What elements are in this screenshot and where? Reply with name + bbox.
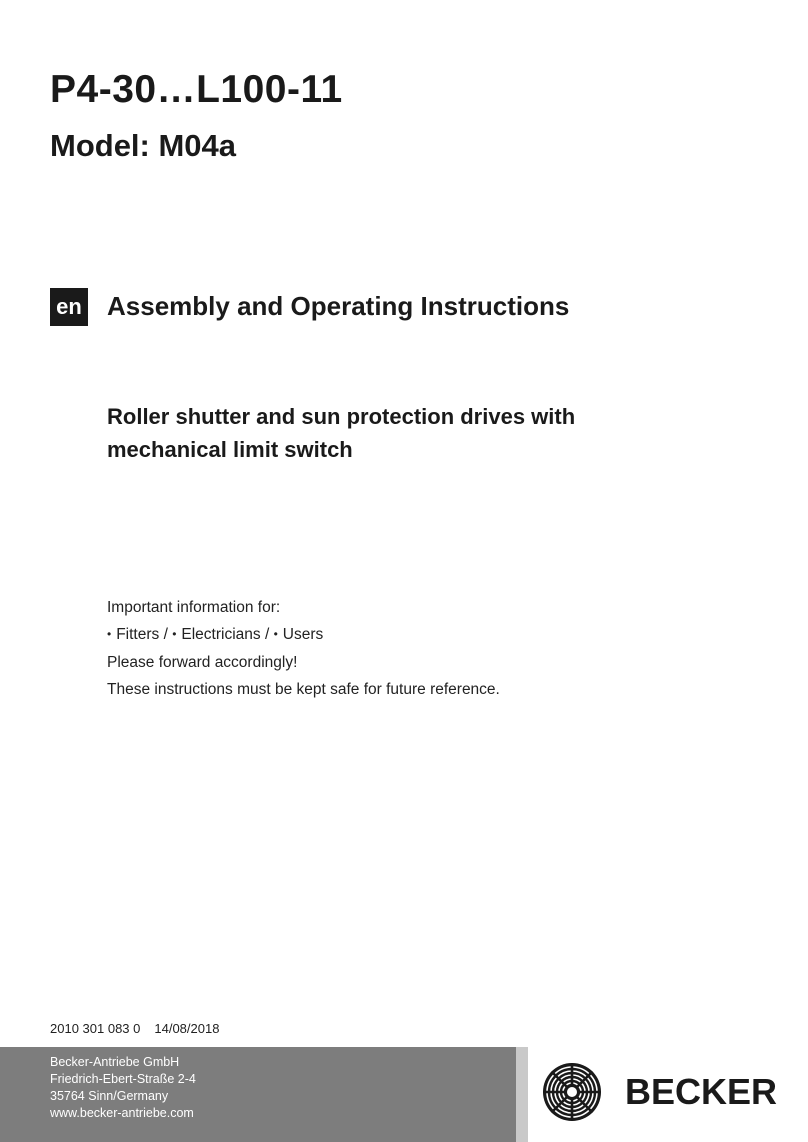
info-keep-safe: These instructions must be kept safe for future reference.: [107, 681, 500, 698]
company-address: [50, 1054, 196, 1122]
document-number-line: [50, 1021, 219, 1036]
audience-users: Users: [282, 626, 324, 643]
language-badge: en: [50, 288, 88, 326]
subtitle-line-1: Roller shutter and sun protection drives with: [107, 404, 576, 429]
company-city: 35764 Sinn/Germany: [50, 1089, 169, 1103]
company-website[interactable]: www.becker-antriebe.com: [50, 1106, 194, 1120]
info-forward: Please forward accordingly!: [107, 654, 298, 671]
document-subtitle: [107, 400, 707, 466]
subtitle-line-2: mechanical limit switch: [107, 437, 353, 462]
model-name: Model: M04a: [50, 128, 237, 163]
audience-list: [107, 621, 500, 649]
bullet-icon: •: [107, 627, 112, 641]
info-intro: Important information for:: [107, 599, 281, 616]
audience-fitters: Fitters /: [116, 626, 168, 643]
document-number: 2010 301 083 0: [50, 1021, 141, 1036]
important-info: [107, 594, 500, 703]
bullet-icon: •: [273, 627, 278, 641]
document-title: Assembly and Operating Instructions: [107, 291, 570, 321]
audience-electricians: Electricians /: [181, 626, 270, 643]
bullet-icon: •: [172, 627, 177, 641]
product-code: P4-30…L100-11: [50, 68, 343, 111]
document-date: 14/08/2018: [154, 1021, 220, 1036]
footer-stripe: [516, 1047, 528, 1142]
becker-logo-text: BECKER: [625, 1071, 778, 1112]
company-name: Becker-Antriebe GmbH: [50, 1055, 180, 1069]
company-street: Friedrich-Ebert-Straße 2-4: [50, 1072, 196, 1086]
becker-swirl-logo-icon: [542, 1062, 602, 1122]
